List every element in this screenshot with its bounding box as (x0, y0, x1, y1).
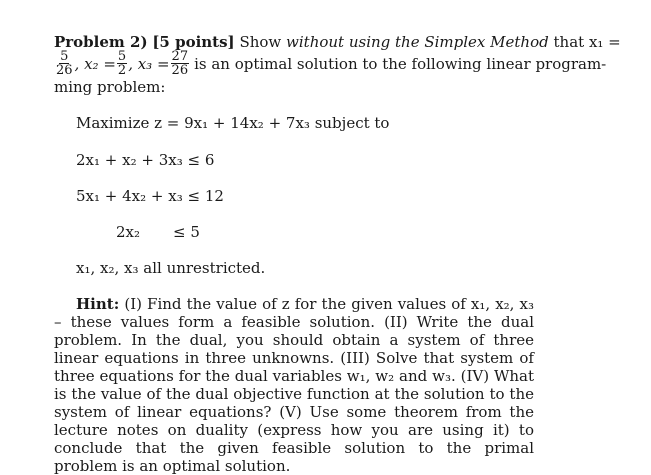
problem-that: that x₁ = (553, 33, 621, 51)
constraint-3-rhs: ≤ 5 (173, 223, 200, 241)
solution-line (54, 50, 606, 77)
x3-fraction (171, 50, 190, 77)
x2-label: , x₂ = (74, 54, 116, 73)
x3-label: , x₃ = (128, 54, 170, 73)
x2-denominator: 2 (117, 63, 127, 78)
hint-label: Hint: (76, 295, 120, 313)
problem-label: Problem 2) (54, 33, 148, 51)
x2-numerator: 5 (117, 49, 127, 64)
x1-fraction (55, 50, 74, 77)
x1-denominator: 26 (56, 63, 73, 78)
unrestricted-note: x₁, x₂, x₃ all unrestricted. (76, 259, 266, 277)
objective-function: Maximize z = 9x₁ + 14x₂ + 7x₃ subject to (76, 114, 390, 132)
constraint-1: 2x₁ + x₂ + 3x₃ ≤ 6 (76, 151, 215, 169)
problem-points: [5 points] (152, 33, 235, 51)
x3-denominator: 26 (171, 63, 189, 78)
constraint-2: 5x₁ + 4x₂ + x₃ ≤ 12 (76, 187, 224, 205)
problem-tail-2: ming problem: (54, 78, 166, 96)
problem-tail: is an optimal solution to the following linear program- (194, 54, 607, 73)
x2-fraction (117, 50, 127, 77)
constraint-3-lhs: 2x₂ (116, 223, 141, 241)
problem-intro: Show (239, 33, 282, 51)
x1-numerator: 5 (60, 49, 69, 64)
x3-numerator: 27 (171, 49, 189, 64)
hint-text: (I) Find the value of z for the given values of x₁, x₂, x₃ – these values form a feasible solution. (II) Write the dual problem. In the dual, you should obtain a system of three linear equations in three unknowns. (III) Solve that system of three equations for the dual variables w₁, w₂ and w₃. (IV) What is the value of the dual objective function at the solution to the system of linear equations? (V) Use some theorem from the lecture notes on duality (express how you are using it) to conclude that the given feasible solution to the primal problem is an optimal solution. (54, 295, 534, 475)
problem-emphasis: without using the Simplex Method (286, 33, 549, 51)
hint-block (54, 295, 534, 475)
problem-header-line (54, 33, 621, 51)
